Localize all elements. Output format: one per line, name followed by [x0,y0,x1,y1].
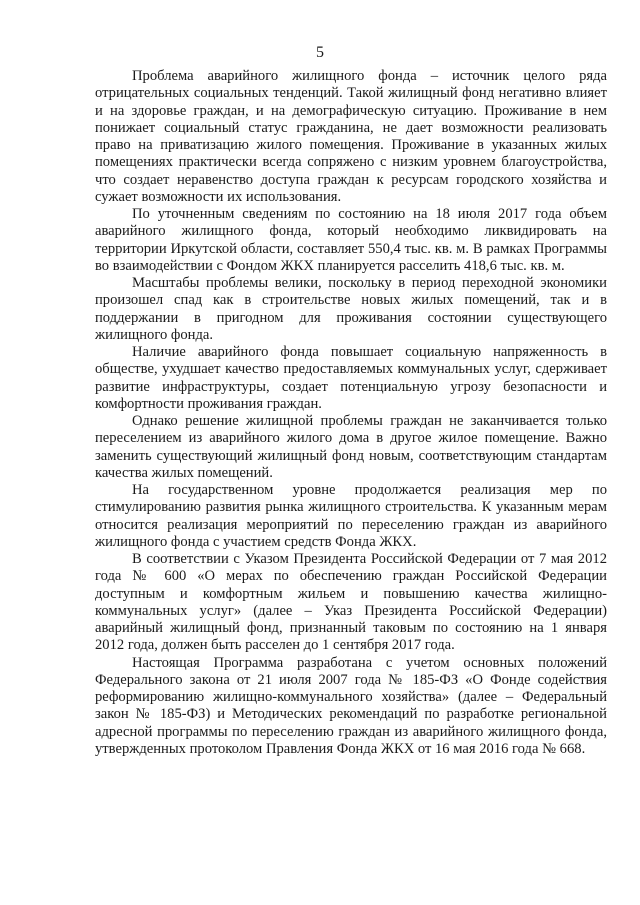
paragraph-housing-volume: По уточненным сведениям по состоянию на 18 июля 2017 года объем аварийного жилищного фонда, который необходимо ликвидировать на территории Иркутской области, составляет 550,4 тыс. кв. м. В рамках Программы во взаимодействии с Фондом ЖКХ планируется расселить 418,6 тыс. кв. м. [95,206,607,274]
paragraph-program-basis: Настоящая Программа разработана с учетом основных положений Федерального закона от 21 июля 2007 года № 185-ФЗ «О Фонде содействия реформированию жилищно-коммунального хозяйства» (далее – Федеральный закон № 185-ФЗ) и Методических рекомендаций по разработке региональной адресной программы по переселению граждан из аварийного жилищного фонда, утвержденных протоколом Правления Фонда ЖКХ от 16 мая 2016 года № 668. [95,654,607,757]
paragraph-emergency-housing-problem: Проблема аварийного жилищного фонда – источник целого ряда отрицательных социальных тенденций. Такой жилищный фонд негативно влияет и на здоровье граждан, и на демографическую ситуацию. Проживание в нем понижает социальный статус гражданина, не дает возможности реализовать право на приватизацию жилого помещения. Проживание в указанных жилых помещениях практически всегда сопряжено с низким уровнем благоустройства, что создает неравенство доступа граждан к ресурсам городского хозяйства и сужает возможности их использования. [95,68,607,205]
paragraph-social-tension: Наличие аварийного фонда повышает социальную напряженность в обществе, ухудшает качество предоставляемых коммунальных услуг, сдерживает развитие инфраструктуры, создает потенциальную угрозу безопасности и комфортности проживания граждан. [95,344,607,412]
paragraph-state-measures: На государственном уровне продолжается реализация мер по стимулированию развития рынка жилищного строительства. К указанным мерам относится реализация мероприятий по переселению граждан из аварийного жилищного фонда с участием средств Фонда ЖКХ. [95,482,607,550]
page-number: 5 [316,44,324,61]
paragraph-presidential-decree: В соответствии с Указом Президента Российской Федерации от 7 мая 2012 года № 600 «О мерах по обеспечению граждан Российской Федерации доступным и комфортным жильем и повышению качества жилищно-коммунальных услуг» (далее – Указ Президента Российской Федерации) аварийный жилищный фонд, признанный таковым по состоянию на 1 января 2012 года, должен быть расселен до 1 сентября 2017 года. [95,551,607,654]
paragraph-scale-of-problem: Масштабы проблемы велики, поскольку в период переходной экономики произошел спад как в строительстве новых жилых помещений, так и в поддержании в пригодном для проживания состоянии существующего жилищного фонда. [95,275,607,343]
document-body [95,68,607,758]
paragraph-housing-solution: Однако решение жилищной проблемы граждан не заканчивается только переселением из аварийного жилого дома в другое жилое помещение. Важно заменить существующий жилищный фонд новым, соответствующим стандартам качества жилых помещений. [95,413,607,481]
